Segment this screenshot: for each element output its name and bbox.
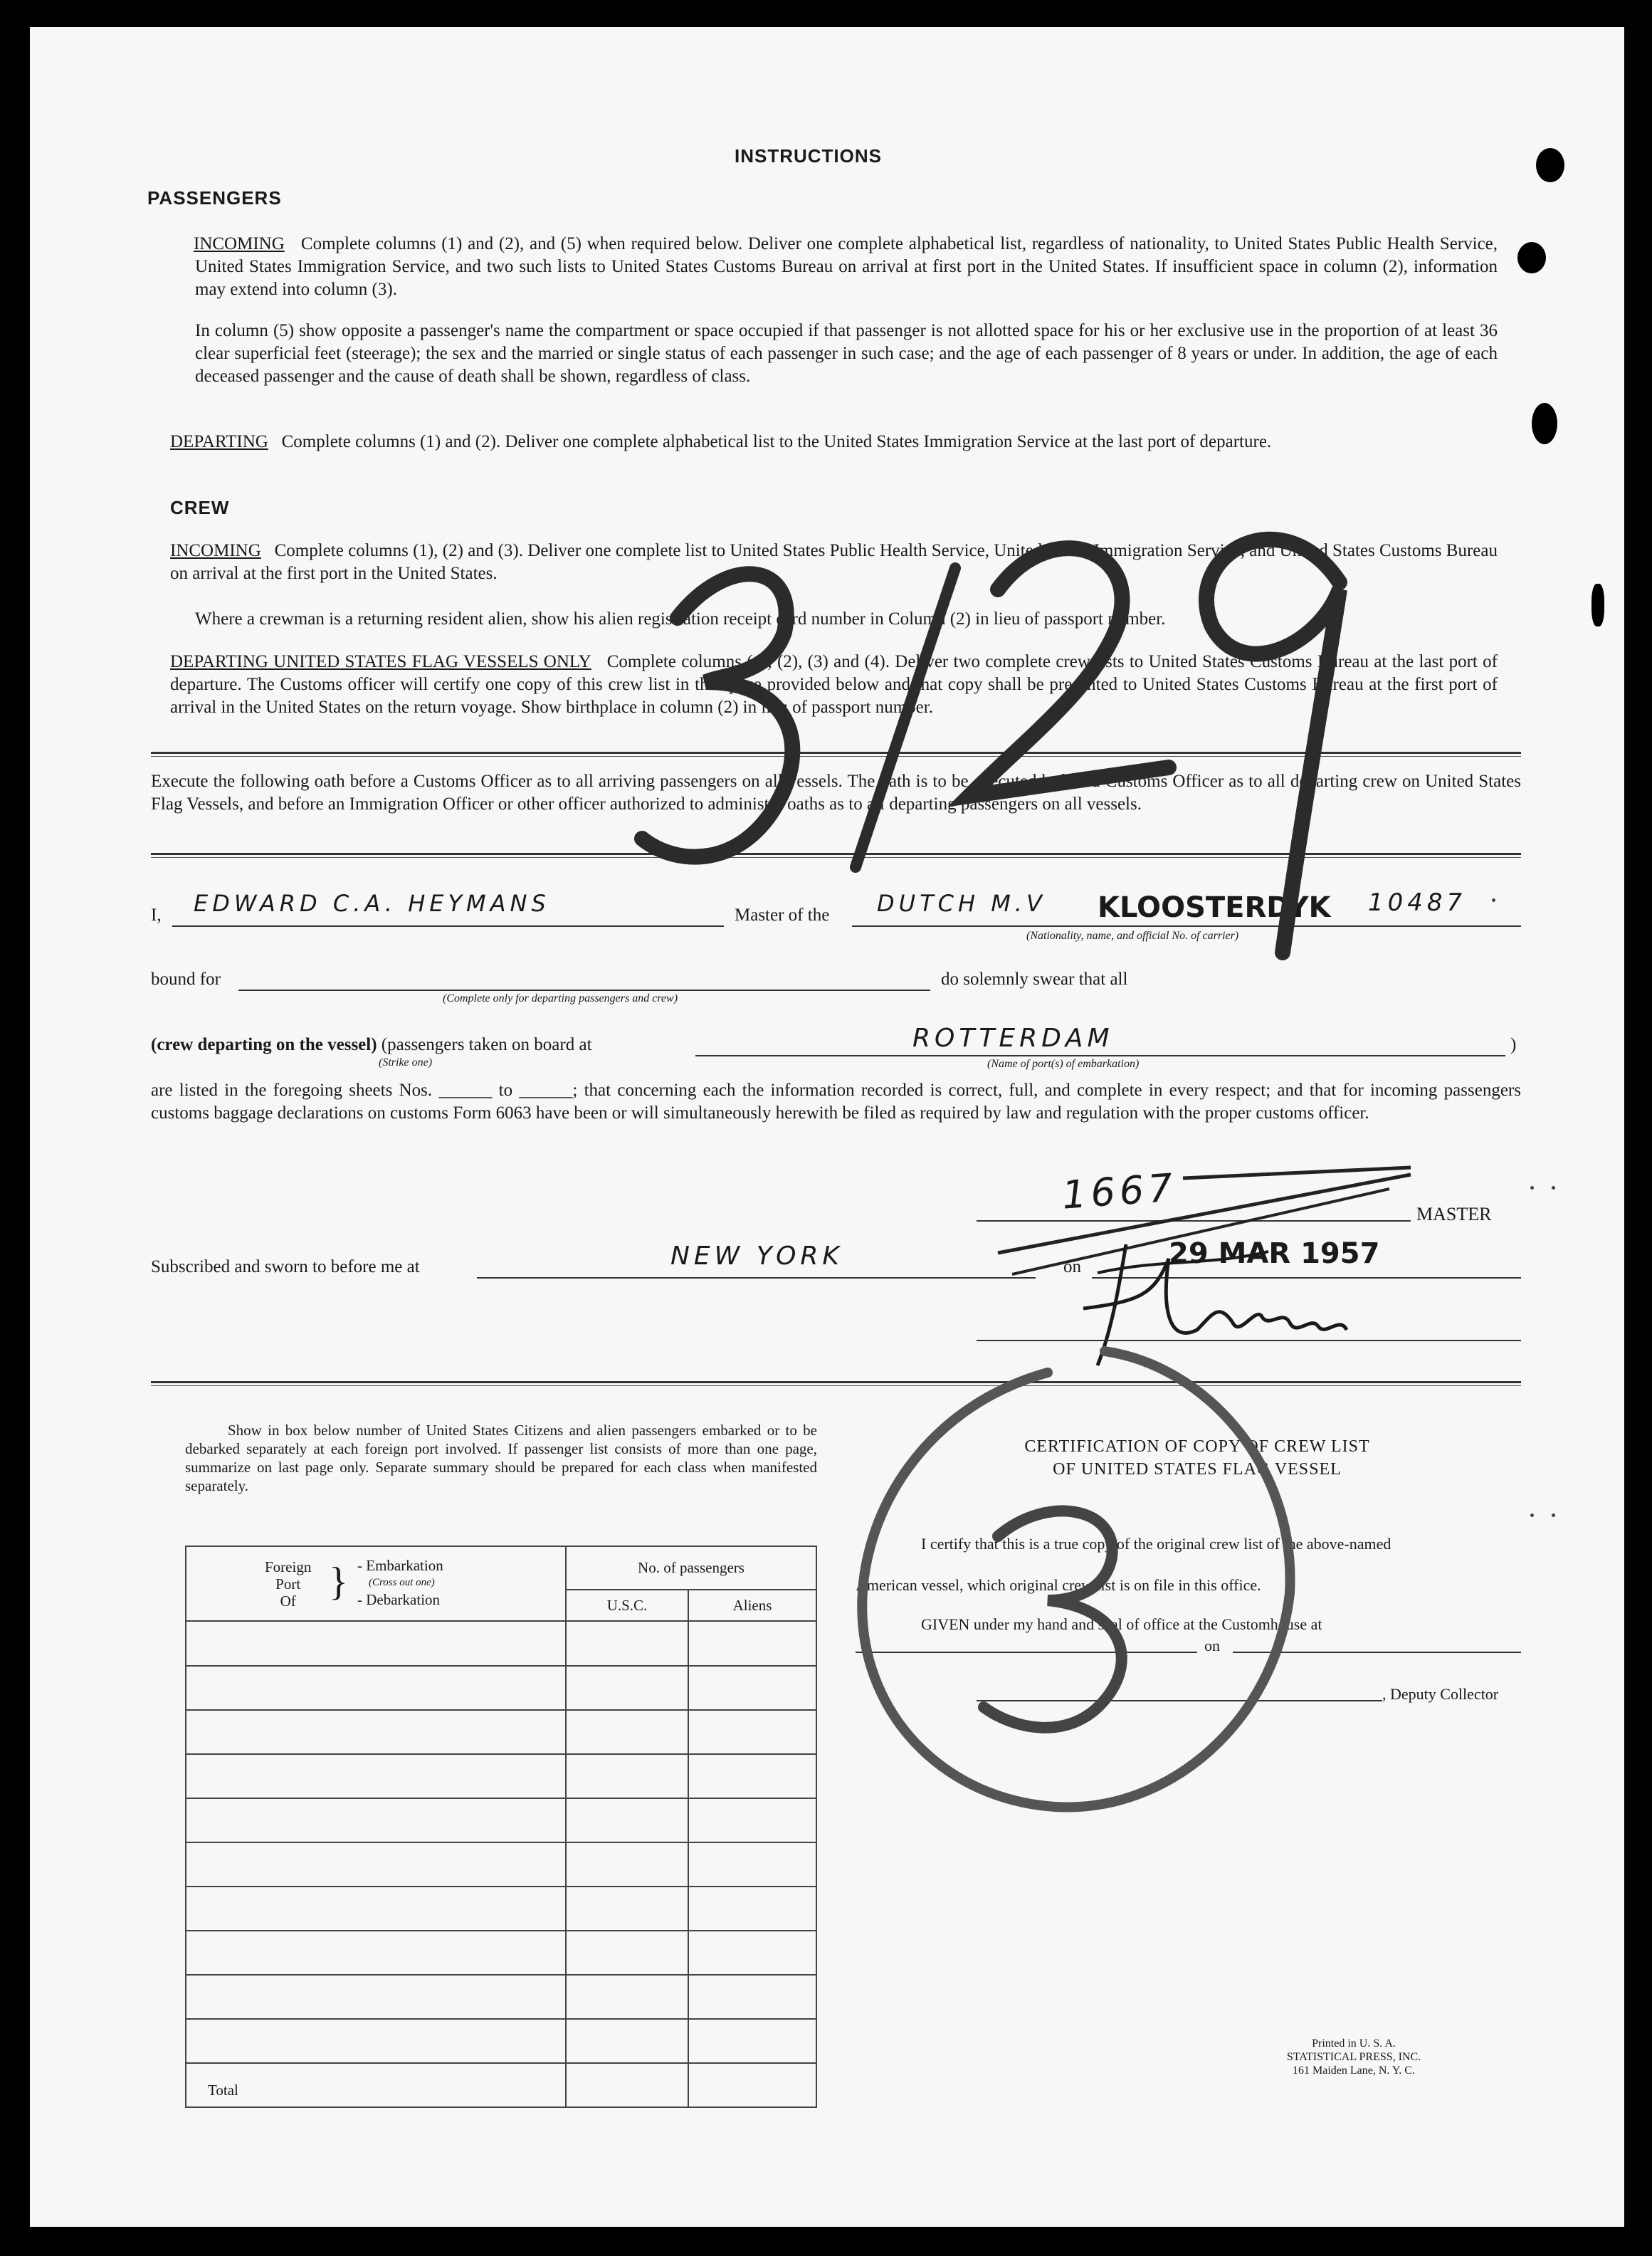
no-of-passengers-header: No. of passengers xyxy=(566,1546,816,1590)
embarkation-options: - Embarkation (Cross out one) - Debarkation xyxy=(357,1556,443,1608)
oath-intro-text: Execute the following oath before a Customs Officer as to all arriving passengers on all vessels. The oath is to be executed before a Customs Officer as to all departing crew on United States Flag Vessels, and before an Immigration Officer or other officer authorized to administer oaths as to all departing passengers on all vessels. xyxy=(151,772,1521,814)
crew-incoming-label: INCOMING xyxy=(170,541,261,560)
crew-heading: CREW xyxy=(170,497,230,518)
punch-hole xyxy=(1517,242,1546,273)
crew-incoming-text: Complete columns (1), (2) and (3). Deliver one complete list to United States Public Health Service, United States Immigration Service, and United States Customs Bureau on arrival at the first port in the United States. xyxy=(170,541,1498,583)
aliens-cell[interactable] xyxy=(688,1975,816,2019)
port-cell[interactable] xyxy=(186,1621,566,1665)
margin-dot xyxy=(1530,1186,1534,1190)
passengers-heading: PASSENGERS xyxy=(147,187,282,209)
passenger-summary-table xyxy=(185,1546,817,2108)
punch-hole xyxy=(1536,148,1564,182)
sworn-place-line xyxy=(477,1277,1036,1279)
passengers-incoming-section xyxy=(195,233,1498,301)
bound-for-label: bound for xyxy=(151,970,221,989)
passengers-incoming-text: Complete columns (1) and (2), and (5) when required below. Deliver one complete alphabetical list, regardless of nationality, to United States Public Health Service, United States Immigration Service, and two such lists to United States Customs Bureau on arrival at first port in the United States. If insufficient space in column (2), information may extend into column (3). xyxy=(195,234,1498,299)
aliens-cell[interactable] xyxy=(688,1798,816,1842)
margin-dot xyxy=(1492,898,1495,902)
aliens-cell[interactable] xyxy=(688,1931,816,1975)
page-title: INSTRUCTIONS xyxy=(735,145,882,167)
port-cell[interactable] xyxy=(186,1798,566,1842)
given-text: GIVEN under my hand and seal of office at the Customhouse at xyxy=(921,1615,1322,1633)
passengers-departing-label: DEPARTING xyxy=(170,432,268,451)
certify-text: I certify that this is a true copy of the original crew list of the above-named xyxy=(921,1535,1391,1553)
nationality-caption: (Nationality, name, and official No. of carrier) xyxy=(1026,930,1239,942)
crew-departing-label: (crew departing on the vessel) xyxy=(151,1035,377,1054)
foreign-port-header xyxy=(186,1546,566,1621)
port-cell[interactable] xyxy=(186,1931,566,1975)
punch-hole xyxy=(1532,403,1557,444)
passengers-departing-text: Complete columns (1) and (2). Deliver one complete alphabetical list to the United States Immigration Service at the last port of departure. xyxy=(281,432,1272,451)
oath-strike-line xyxy=(151,1034,592,1056)
circled-number-annotation xyxy=(834,1323,1332,1835)
port-line xyxy=(695,1055,1505,1056)
usc-cell[interactable] xyxy=(566,1931,688,1975)
close-paren: ) xyxy=(1510,1035,1517,1054)
total-label: Total xyxy=(186,2063,566,2107)
crew-resident-text: Where a crewman is a returning resident alien, show his alien registration receipt card number in Column (2) in lieu of passport number. xyxy=(195,609,1166,629)
bound-for-line[interactable] xyxy=(238,990,930,991)
box-instructions: Show in box below number of United States Citizens and alien passengers embarked or to be debarked separately at each foreign port involved. If passenger list consists of more than one page, summarize on last page only. Separate summary should be prepared for each class when manifested separately. xyxy=(185,1422,817,1494)
port-cell[interactable] xyxy=(186,1710,566,1754)
aliens-total-cell[interactable] xyxy=(688,2063,816,2107)
printer-imprint: Printed in U. S. A. STATISTICAL PRESS, INC. 161 Maiden Lane, N. Y. C. xyxy=(1286,2037,1421,2077)
usc-cell[interactable] xyxy=(566,2019,688,2063)
american-text: American vessel, which original crew list is on file in this office. xyxy=(856,1576,1261,1594)
aliens-header: Aliens xyxy=(688,1590,816,1621)
aliens-cell[interactable] xyxy=(688,2019,816,2063)
sworn-date-stamp: 29 MAR 1957 xyxy=(1169,1237,1380,1270)
cert-on-label: on xyxy=(1204,1637,1220,1654)
usc-cell[interactable] xyxy=(566,1621,688,1665)
passengers-column5-text: In column (5) show opposite a passenger's name the compartment or space occupied if that passenger is not allotted space for his or her exclusive use in the proportion of at least 36 clear superficial feet (steerage); the sex and the married or single status of each passenger in such case; and the age of each passenger of 8 years or under. In addition, the age of each deceased passenger and the cause of death shall be shown, regardless of class. xyxy=(195,321,1498,386)
port-cell[interactable] xyxy=(186,1887,566,1931)
subscribed-label: Subscribed and sworn to before me at xyxy=(151,1257,420,1276)
deputy-collector-label: , Deputy Collector xyxy=(1382,1685,1499,1703)
passengers-taken-label: (passengers taken on board at xyxy=(381,1035,592,1054)
master-of-label: Master of the xyxy=(735,906,830,925)
usc-cell[interactable] xyxy=(566,1754,688,1798)
usc-cell[interactable] xyxy=(566,1798,688,1842)
aliens-cell[interactable] xyxy=(688,1666,816,1710)
usc-header: U.S.C. xyxy=(566,1590,688,1621)
port-cell[interactable] xyxy=(186,1666,566,1710)
aliens-cell[interactable] xyxy=(688,1887,816,1931)
page-number-annotation xyxy=(599,468,1425,981)
strike-one-caption: (Strike one) xyxy=(379,1056,433,1069)
margin-dot xyxy=(1552,1186,1555,1190)
solemnly-label: do solemnly swear that all xyxy=(941,970,1128,989)
bound-for-caption: (Complete only for departing passengers and crew) xyxy=(443,992,678,1004)
vessel-number-field[interactable]: 10487 xyxy=(1368,888,1467,917)
master-name-field[interactable]: EDWARD C.A. HEYMANS xyxy=(194,890,550,917)
port-caption: (Name of port(s) of embarkation) xyxy=(987,1058,1140,1070)
crew-departing-label: DEPARTING UNITED STATES FLAG VESSELS ONLY xyxy=(170,652,591,671)
crew-departing-text: Complete columns (1), (2), (3) and (4). Deliver two complete crew lists to United States Customs Bureau at the last port of departure. The Customs officer will certify one copy of this crew list in the space provided below and that copy shall be presented to United States Customs Bureau at the first port of arrival in the United States on the return voyage. Show birthplace in column (2) in lieu of passport number. xyxy=(170,652,1498,717)
aliens-cell[interactable] xyxy=(688,1710,816,1754)
master-label: MASTER xyxy=(1416,1204,1492,1224)
aliens-cell[interactable] xyxy=(688,1621,816,1665)
nationality-vessel-field[interactable]: DUTCH M.V xyxy=(877,890,1046,917)
usc-cell[interactable] xyxy=(566,1842,688,1887)
form-page xyxy=(30,27,1624,2227)
passengers-departing-section xyxy=(170,431,1498,453)
oath-i-label: I, xyxy=(151,906,162,925)
aliens-cell[interactable] xyxy=(688,1842,816,1887)
port-cell[interactable] xyxy=(186,1975,566,2019)
master-signature: 1667 xyxy=(1060,1165,1179,1218)
port-embarkation-field[interactable]: ROTTERDAM xyxy=(912,1024,1114,1053)
listed-text: are listed in the foregoing sheets Nos. ______ to ______; that concerning each the information recorded is correct, full, and complete in every respect; and that for incoming passengers customs baggage declarations on customs Form 6063 have been or will simultaneously herewith be filed as required by law and regulation with the proper customs officer. xyxy=(151,1081,1521,1123)
brace: } xyxy=(329,1559,348,1604)
usc-cell[interactable] xyxy=(566,1887,688,1931)
punch-hole xyxy=(1592,584,1604,626)
certification-title: CERTIFICATION OF COPY OF CREW LIST OF UNITED STATES FLAG VESSEL xyxy=(1024,1437,1370,1479)
usc-total-cell[interactable] xyxy=(566,2063,688,2107)
vessel-name-stamp: KLOOSTERDYK xyxy=(1098,891,1331,924)
port-cell[interactable] xyxy=(186,1842,566,1887)
passengers-incoming-label: INCOMING xyxy=(194,234,285,253)
usc-cell[interactable] xyxy=(566,1975,688,2019)
port-cell[interactable] xyxy=(186,2019,566,2063)
aliens-cell[interactable] xyxy=(688,1754,816,1798)
usc-cell[interactable] xyxy=(566,1666,688,1710)
on-label: on xyxy=(1063,1257,1081,1276)
sworn-place-field[interactable]: NEW YORK xyxy=(670,1242,844,1271)
port-cell[interactable] xyxy=(186,1754,566,1798)
margin-dot xyxy=(1530,1513,1534,1517)
usc-cell[interactable] xyxy=(566,1710,688,1754)
margin-dot xyxy=(1552,1513,1555,1517)
foreign-port-of-label: Foreign Port Of xyxy=(265,1558,312,1610)
